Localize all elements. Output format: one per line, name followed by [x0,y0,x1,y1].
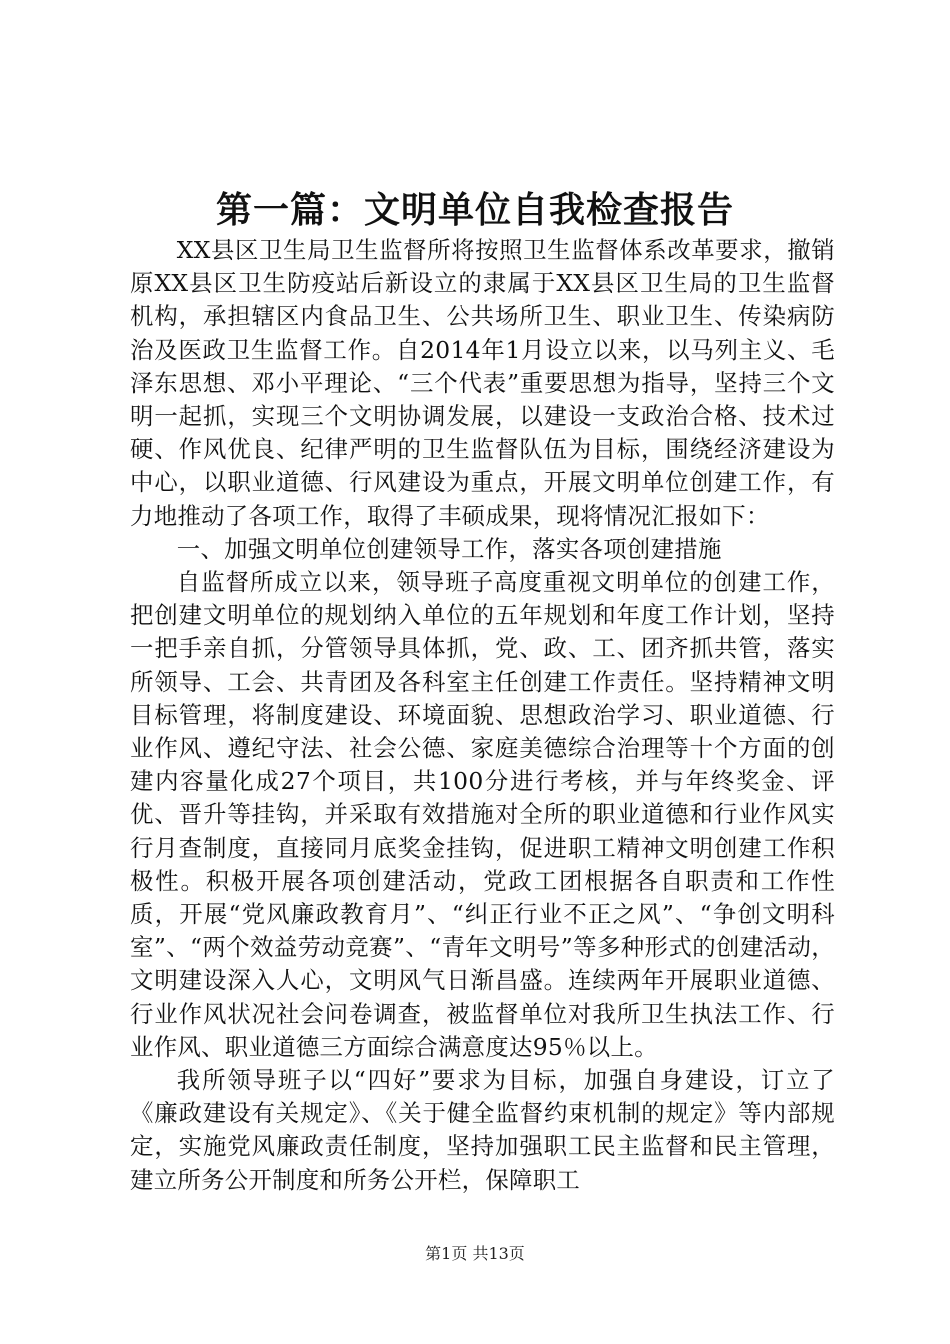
document-body [130,234,835,1197]
section-heading: 一、加强文明单位创建领导工作，落实各项创建措施 [176,534,722,563]
document-title: 第一篇：文明单位自我检查报告 [215,189,734,231]
paragraph-intro: XX县区卫生局卫生监督所将按照卫生监督体系改革要求，撤销原XX县区卫生防疫站后新设立的隶属于XX县区卫生局的卫生监督机构，承担辖区内食品卫生、公共场所卫生、职业卫生、传染病防治及医政卫生监督工作。自2014年1月设立以来，以马列主义、毛泽东思想、邓小平理论、“三个代表”重要思想为指导，坚持三个文明一起抓，实现三个文明协调发展，以建设一支政治合格、技术过硬、作风优良、纪律严明的卫生监督队伍为目标，围绕经济建设为中心，以职业道德、行风建设为重点，开展文明单位创建工作，有力地推动了各项工作，取得了丰硕成果，现将情况汇报如下： [130,236,835,530]
paragraph-section-1: 自监督所成立以来，领导班子高度重视文明单位的创建工作，把创建文明单位的规划纳入单位的五年规划和年度工作计划，坚持一把手亲自抓，分管领导具体抓，党、政、工、团齐抓共管，落实所领导、工会、共青团及各科室主任创建工作责任。坚持精神文明目标管理，将制度建设、环境面貌、思想政治学习、职业道德、行业作风、遵纪守法、社会公德、家庭美德综合治理等十个方面的创建内容量化成27个项目，共100分进行考核，并与年终奖金、评优、晋升等挂钩，并采取有效措施对全所的职业道德和行业作风实行月查制度，直接同月底奖金挂钩，促进职工精神文明创建工作积极性。积极开展各项创建活动，党政工团根据各自职责和工作性质，开展“党风廉政教育月”、“纠正行业不正之风”、“争创文明科室”、“两个效益劳动竞赛”、“青年文明号”等多种形式的创建活动，文明建设深入人心，文明风气日渐昌盛。连续两年开展职业道德、行业作风状况社会问卷调查，被监督单位对我所卫生执法工作、行业作风、职业道德三方面综合满意度达95％以上。 [130,568,835,1061]
page-number: 第1页 共13页 [425,1244,525,1263]
paragraph-leadership: 我所领导班子以“四好”要求为目标，加强自身建设，订立了《廉政建设有关规定》、《关于健全监督约束机制的规定》等内部规定，实施党风廉政责任制度，坚持加强职工民主监督和民主管理，建立所务公开制度和所务公开栏，保障职工 [130,1066,835,1194]
